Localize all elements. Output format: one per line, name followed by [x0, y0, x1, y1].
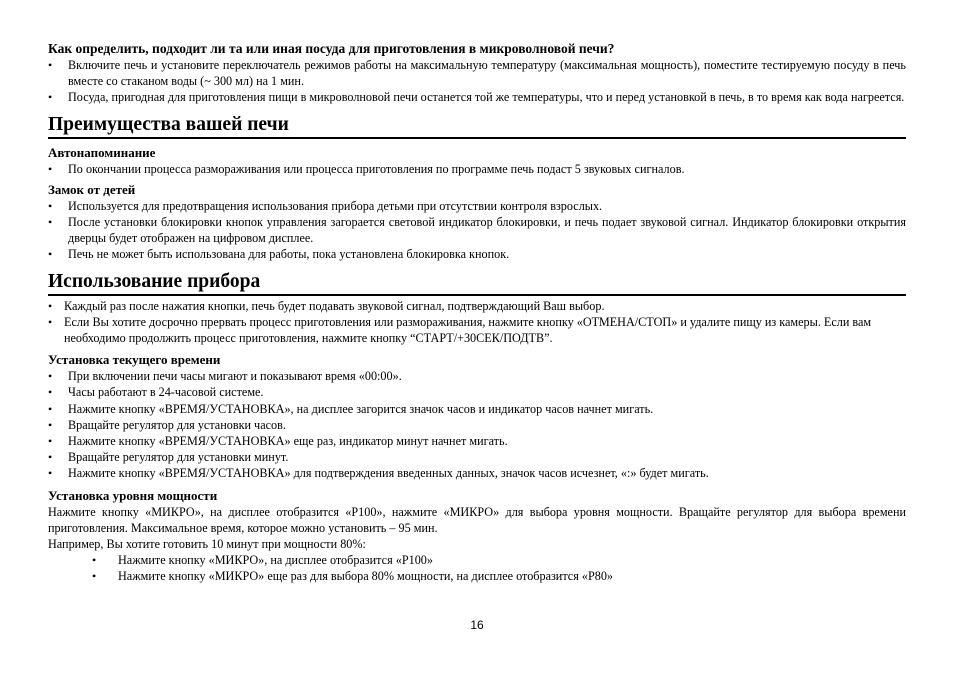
list-item: • По окончании процесса размораживания или процесса приготовления по программе печь подаст 5 звуковых сигналов. [48, 161, 685, 176]
list-item: • Если Вы хотите досрочно прервать процесс приготовления или размораживания, нажмите кнопку «ОТМЕНА/СТОП» и удалите пищу из камеры. Если вам необходимо продолжить процесс приготовления, нажмите кнопку “СТАРТ/+30СЕК/ПОДТВ”. [48, 314, 872, 346]
power-paragraph: Нажмите кнопку «МИКРО», на дисплее отобразится «P100», нажмите «МИКРО» для выбора уровня мощности. Вращайте регулятор для выбора времени приготовления. Максимальное время, которое можно установить – 95 мин. [48, 504, 906, 535]
bullet-icon: • [48, 434, 53, 449]
bullet-icon: • [92, 569, 97, 584]
power-example-list [48, 552, 906, 584]
list-item: • При включении печи часы мигают и показывают время «00:00». [48, 369, 402, 384]
usage-list [48, 298, 906, 347]
question-heading: Как определить, подходит ли та или иная посуда для приготовления в микроволновой печи? [48, 41, 615, 56]
list-item: • Часы работают в 24-часовой системе. [48, 385, 264, 400]
bullet-icon: • [48, 369, 53, 384]
list-item: • Нажмите кнопку «ВРЕМЯ/УСТАНОВКА» для подтверждения введенных данных, значок часов исчезнет, «:» будет мигать. [48, 466, 709, 481]
bullet-icon: • [48, 450, 53, 465]
list-item: • Посуда, пригодная для приготовления пищи в микроволновой печи останется той же температуры, что и перед установкой в печь, в то время как вода нагреется. [48, 90, 905, 105]
list-item: • Нажмите кнопку «МИКРО» еще раз для выбора 80% мощности, на дисплее отобразится «P80» [92, 569, 614, 584]
bullet-icon: • [48, 90, 53, 105]
section-title-usage: Использование прибора [48, 271, 906, 296]
subheading-child-lock: Замок от детей [48, 181, 136, 197]
bullet-icon: • [48, 385, 53, 400]
manual-page [48, 40, 906, 585]
list-item: • Каждый раз после нажатия кнопки, печь будет подавать звуковой сигнал, подтверждающий Ваш выбор. [48, 298, 605, 313]
bullet-icon: • [92, 553, 97, 568]
list-item: • Вращайте регулятор для установки часов. [48, 417, 286, 432]
list-item: • Включите печь и установите переключатель режимов работы на максимальную температуру (максимальная мощность), поместите тестируемую посуду в печь вместе со стаканом воды (~ 300 мл) на 1 мин. [48, 58, 906, 89]
bullet-icon: • [48, 401, 53, 416]
page-number: 16 [470, 618, 484, 632]
list-item: • После установки блокировки кнопок управления загорается световой индикатор блокировки, и печь подает звуковой сигнал. Индикатор блокировки открытия дверцы будет отображен на цифровом дисплее. [48, 215, 906, 246]
bullet-icon: • [48, 417, 53, 432]
section-title-advantages: Преимущества вашей печи [48, 114, 906, 139]
subheading-clock: Установка текущего времени [48, 352, 221, 368]
question-list [48, 57, 906, 106]
list-item: • Вращайте регулятор для установки минут. [48, 450, 289, 465]
list-item: • Используется для предотвращения использования прибора детьми при отсутствии контроля взрослых. [48, 198, 603, 213]
list-item: • Нажмите кнопку «ВРЕМЯ/УСТАНОВКА» еще раз, индикатор минут начнет мигать. [48, 434, 508, 449]
bullet-icon: • [48, 466, 53, 481]
bullet-icon: • [48, 198, 53, 213]
bullet-icon: • [48, 161, 53, 176]
list-item: • Нажмите кнопку «ВРЕМЯ/УСТАНОВКА», на дисплее загорится значок часов и индикатор часов начнет мигать. [48, 401, 654, 416]
power-example: Например, Вы хотите готовить 10 минут при мощности 80%: [48, 537, 366, 552]
bullet-icon: • [48, 314, 53, 329]
list-item: • Нажмите кнопку «МИКРО», на дисплее отобразится «P100» [92, 553, 433, 568]
reminder-list [48, 161, 906, 177]
list-item: • Печь не может быть использована для работы, пока установлена блокировка кнопок. [48, 247, 510, 262]
subheading-power: Установка уровня мощности [48, 487, 218, 503]
bullet-icon: • [48, 58, 53, 72]
child-lock-list [48, 198, 906, 263]
clock-list [48, 368, 906, 481]
subheading-reminder: Автонапоминание [48, 144, 156, 160]
bullet-icon: • [48, 247, 53, 262]
bullet-icon: • [48, 298, 53, 313]
bullet-icon: • [48, 215, 53, 230]
